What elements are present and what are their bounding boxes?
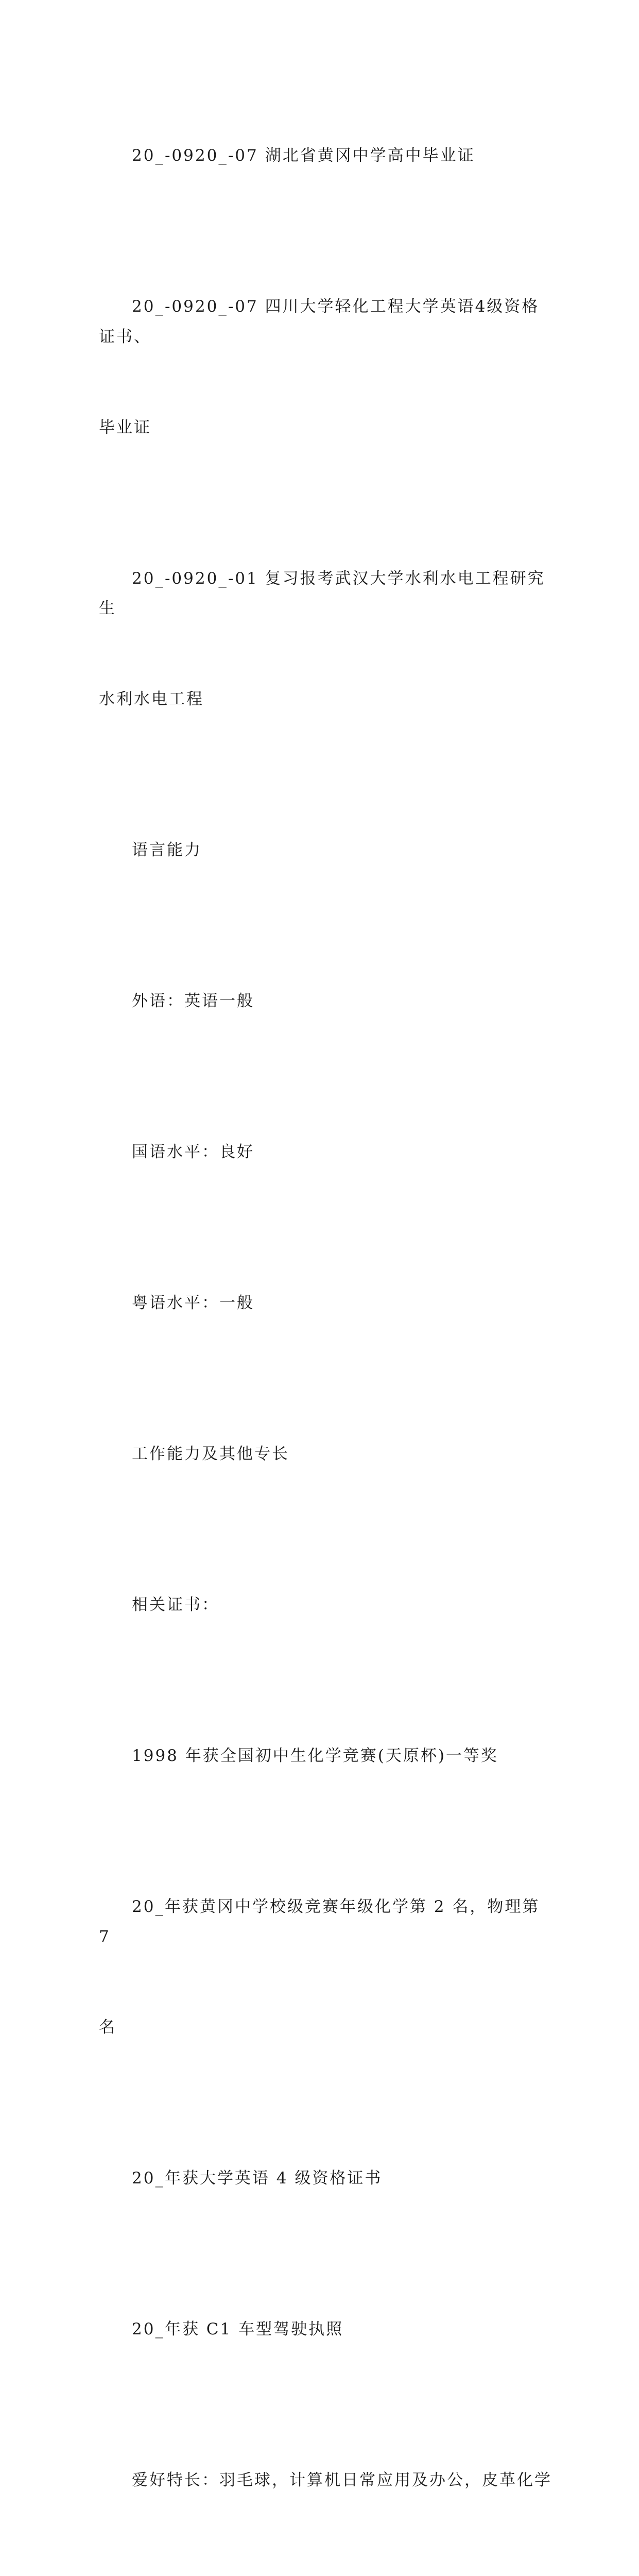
- paragraph-line: 20_年获黄冈中学校级竞赛年级化学第 2 名，物理第 7: [99, 1897, 547, 1946]
- paragraph-line: 20_-0920_-01 复习报考武汉大学水利水电工程研究生: [99, 569, 545, 618]
- paragraph-line: 20_-0920_-07 四川大学轻化工程大学英语4级资格证书、: [99, 297, 540, 346]
- paragraph-line: 相关证书：: [132, 1595, 219, 1614]
- paragraph-line: 外语：英语一般: [132, 991, 254, 1010]
- language-foreign: [99, 926, 552, 1077]
- paragraph-line: 爱好特长：羽毛球，计算机日常应用及办公，皮革化学: [132, 2470, 552, 2489]
- language-mandarin: [99, 1077, 552, 1228]
- paragraph-line: 语言能力: [132, 840, 202, 859]
- document-body: [99, 80, 552, 2576]
- paragraph-line: 国语水平：良好: [132, 1142, 254, 1161]
- paragraph-line: 工作能力及其他专长: [132, 1444, 289, 1463]
- section-heading-skills: [99, 1379, 552, 1530]
- paragraph-line: 水利水电工程: [99, 689, 204, 708]
- certificate-item: [99, 1680, 552, 1831]
- paragraph-education-2: [99, 231, 552, 503]
- paragraph-line: 20_年获大学英语 4 级资格证书: [132, 2168, 383, 2188]
- hobbies: [99, 2405, 552, 2556]
- language-cantonese: [99, 1228, 552, 1379]
- certificates-heading: [99, 1530, 552, 1681]
- paragraph-line: 名: [99, 2018, 116, 2037]
- paragraph-education-1: [99, 80, 552, 231]
- section-heading-autobiography: [99, 2556, 552, 2576]
- certificate-item: [99, 1831, 552, 2103]
- paragraph-education-3: [99, 503, 552, 774]
- section-heading-language: [99, 775, 552, 926]
- paragraph-line: 20_-0920_-07 湖北省黄冈中学高中毕业证: [132, 146, 475, 165]
- paragraph-line: 20_年获 C1 车型驾驶执照: [132, 2319, 344, 2338]
- paragraph-line: 毕业证: [99, 418, 151, 437]
- paragraph-line: 粤语水平：一般: [132, 1293, 254, 1312]
- certificate-item: [99, 2254, 552, 2405]
- paragraph-line: 1998 年获全国初中生化学竞赛(天原杯)一等奖: [132, 1746, 498, 1765]
- certificate-item: [99, 2103, 552, 2254]
